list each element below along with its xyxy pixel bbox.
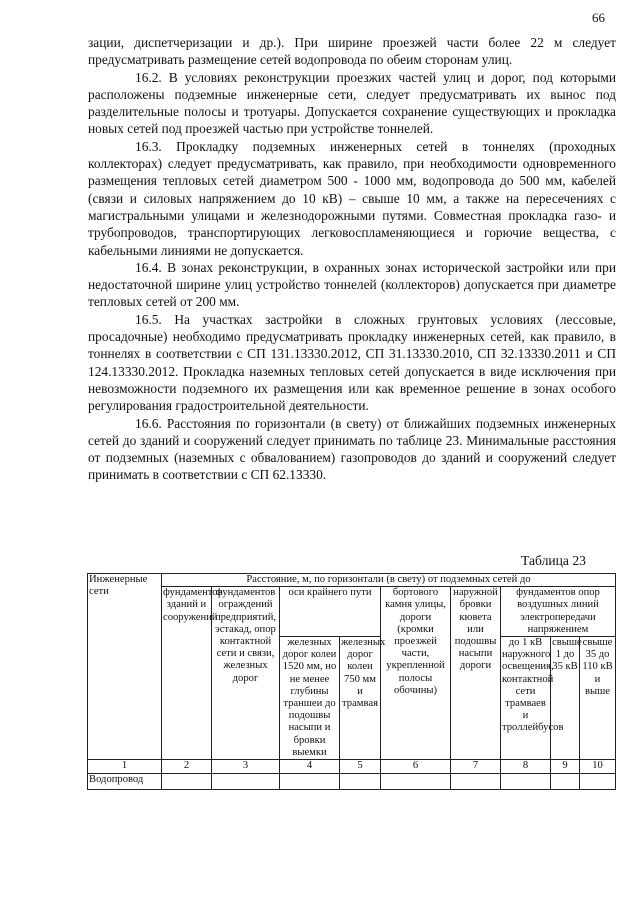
header-ditch-edge: наружной бровки кювета или подошвы насыпи дороги bbox=[451, 587, 501, 760]
header-powerline-35kv: свыше 1 до 35 кВ bbox=[551, 637, 580, 760]
table-cell bbox=[381, 774, 451, 790]
header-powerline-110kv: свыше 35 до 110 кВ и выше bbox=[580, 637, 616, 760]
paragraph: 16.3. Прокладку подземных инженерных сетей в тоннелях (проходных коллекторах) следует предусматривать, как правило, при необходимости одновременного размещения тепловых сетей диаметром 500 - 1000 мм, водопровода до 500 мм, кабелей (связи и силовых напряжением до 10 кВ) – свыше 10 мм, а также на пересечениях с магистральными улицами и железнодорожными путями. Совместная прокладка газо- и трубопроводов, транспортирующих легковоспламеняющиеся и горючие вещества, с кабельными линиями не допускается. bbox=[88, 138, 616, 258]
column-number: 1 bbox=[88, 760, 162, 774]
header-distance-group: Расстояние, м, по горизонтали (в свету) от подземных сетей до bbox=[162, 574, 616, 587]
table-cell bbox=[212, 774, 280, 790]
paragraph: 16.5. На участках застройки в сложных грунтовых условиях (лессовые, просадочные) необходимо предусматривать прокладку инженерных сетей, как правило, в тоннелях в соответствии с СП 131.13330.2012, СП 31.13330.2010, СП 32.13330.2011 и СП 124.13330.2012. Прокладка наземных тепловых сетей допускается в виде исключения при невозможности подземного их размещения или как временное решение в зонах особого регулирования градостроительной деятельности. bbox=[88, 311, 616, 414]
column-number: 2 bbox=[162, 760, 212, 774]
column-number: 5 bbox=[340, 760, 381, 774]
body-text bbox=[88, 34, 616, 484]
header-rail-750: железных дорог колеи 750 мм и трамвая bbox=[340, 637, 381, 760]
header-powerline-1kv: до 1 кВ наружного освещения, контактной сети трамваев и троллейбусов bbox=[501, 637, 551, 760]
table-cell bbox=[280, 774, 340, 790]
table-cell bbox=[580, 774, 616, 790]
column-number: 4 bbox=[280, 760, 340, 774]
row-label-water-supply: Водопровод bbox=[88, 774, 162, 790]
page-number: 66 bbox=[592, 10, 605, 25]
distance-table bbox=[87, 573, 616, 790]
header-foundations: фундаментов зданий и сооружений bbox=[162, 587, 212, 760]
table-cell bbox=[340, 774, 381, 790]
header-track-axis: оси крайнего пути bbox=[280, 587, 381, 637]
header-fence-foundations: фундаментов ограждений предприятий, эстакад, опор контактной сети и связи, железных дорог bbox=[212, 587, 280, 760]
column-number-row bbox=[88, 760, 616, 774]
table-cell bbox=[501, 774, 551, 790]
header-engineering-networks: Инженерные сети bbox=[88, 574, 162, 760]
table-cell bbox=[162, 774, 212, 790]
table-cell bbox=[551, 774, 580, 790]
paragraph: 16.2. В условиях реконструкции проезжих частей улиц и дорог, под которыми расположены подземные инженерные сети, следует предусматривать их вынос под разделительные полосы и тротуары. Допускается сохранение существующих и прокладка новых сетей под проезжей частью при устройстве тоннелей. bbox=[88, 69, 616, 137]
header-curb-stone: бортового камня улицы, дороги (кромки проезжей части, укрепленной полосы обочины) bbox=[381, 587, 451, 760]
column-number: 10 bbox=[580, 760, 616, 774]
table-row bbox=[88, 774, 616, 790]
paragraph: 16.6. Расстояния по горизонтали (в свету) от ближайших подземных инженерных сетей до зданий и сооружений следует принимать по таблице 23. Минимальные расстояния от подземных (наземных с обвалованием) газопроводов до зданий и сооружений следует принимать в соответствии с СП 62.13330. bbox=[88, 415, 616, 483]
header-rail-1520: железных дорог колеи 1520 мм, но не менее глубины траншеи до подошвы насыпи и бровки выемки bbox=[280, 637, 340, 760]
column-number: 9 bbox=[551, 760, 580, 774]
column-number: 7 bbox=[451, 760, 501, 774]
table-cell bbox=[451, 774, 501, 790]
header-powerline-foundations: фундаментов опор воздушных линий электропередачи напряжением bbox=[501, 587, 616, 637]
column-number: 8 bbox=[501, 760, 551, 774]
column-number: 6 bbox=[381, 760, 451, 774]
paragraph: 16.4. В зонах реконструкции, в охранных зонах исторической застройки или при недостаточной ширине улиц устройство тоннелей (коллекторов) допускается при диаметре тепловых сетей от 200 мм. bbox=[88, 259, 616, 310]
table-caption: Таблица 23 bbox=[521, 553, 586, 568]
column-number: 3 bbox=[212, 760, 280, 774]
paragraph: зации, диспетчеризации и др.). При ширине проезжей части более 22 м следует предусматривать размещение сетей водопровода по обеим сторонам улиц. bbox=[88, 35, 616, 68]
